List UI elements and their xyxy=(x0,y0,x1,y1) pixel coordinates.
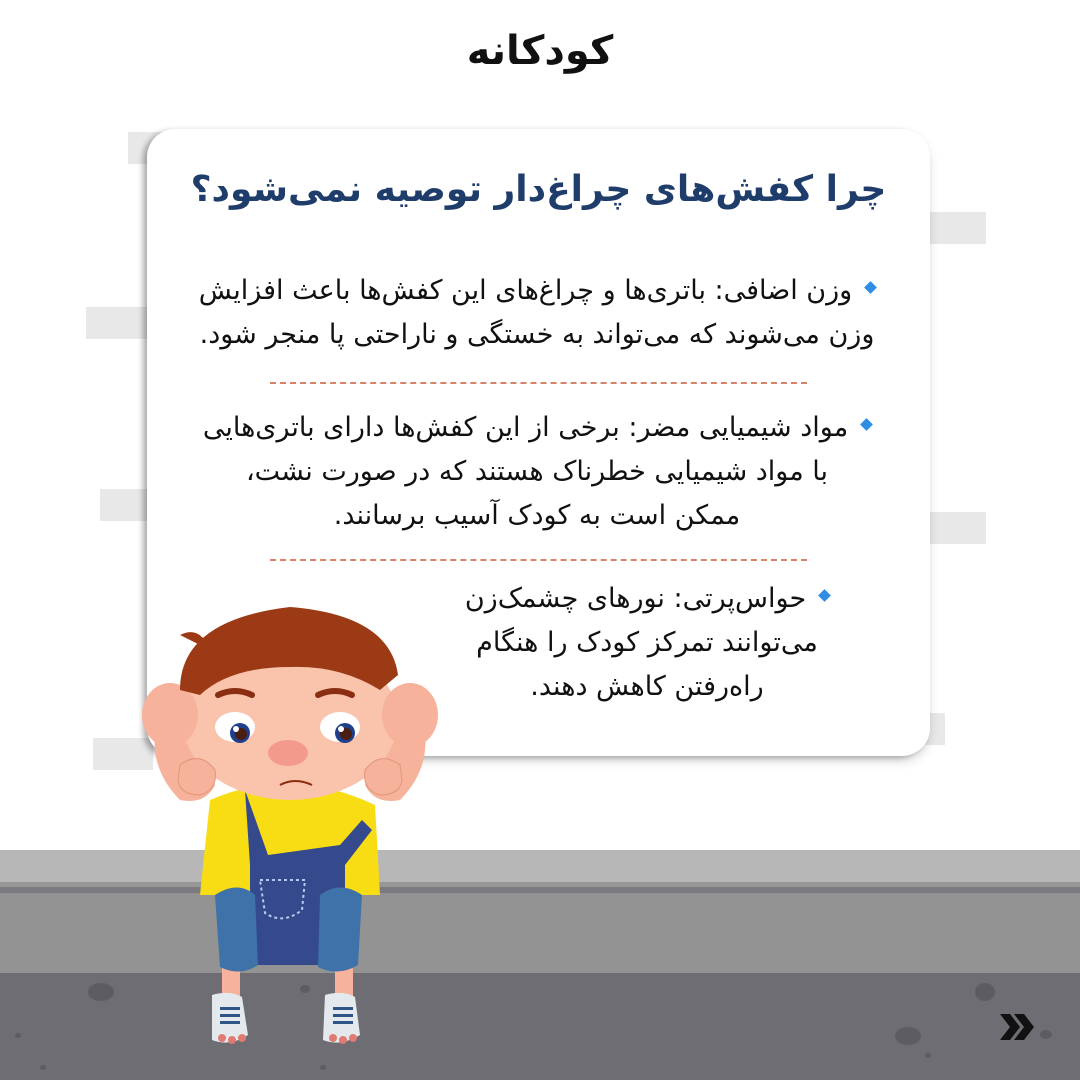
pebble xyxy=(1040,1030,1052,1039)
point-line: با مواد شیمیایی خطرناک هستند که در صورت نشت، xyxy=(245,456,829,487)
pebble xyxy=(15,1033,21,1038)
sad-boy-illustration xyxy=(140,595,440,1055)
wall-brick xyxy=(86,307,150,339)
card-title: چرا کفش‌های چراغ‌دار توصیه نمی‌شود؟ xyxy=(190,169,887,210)
point-line: ممکن است به کودک آسیب برسانند. xyxy=(333,500,741,531)
double-chevron-right-icon xyxy=(998,1010,1038,1044)
point-line: مواد شیمیایی مضر: برخی از این کفش‌ها دارای باتری‌هایی xyxy=(167,406,907,450)
wall-brick xyxy=(100,489,150,521)
diamond-bullet-icon xyxy=(818,589,831,602)
pebble xyxy=(88,983,114,1001)
point-distraction xyxy=(427,577,867,709)
wall-brick xyxy=(930,212,986,244)
dashed-divider xyxy=(270,559,807,561)
point-extra-weight xyxy=(167,269,907,357)
point-harmful-chemicals xyxy=(167,406,907,538)
pebble xyxy=(975,983,995,1001)
point-line: وزن اضافی: باتری‌ها و چراغ‌های این کفش‌ها باعث افزایش xyxy=(167,269,907,313)
point-line: حواس‌پرتی: نورهای چشمک‌زن xyxy=(427,577,867,621)
pebble xyxy=(40,1065,46,1070)
brand-logo: کودکانه xyxy=(466,28,614,74)
pebble xyxy=(895,1027,921,1045)
pebble xyxy=(320,1065,326,1070)
pebble xyxy=(925,1053,931,1058)
point-line: وزن می‌شوند که می‌تواند به خستگی و ناراحتی پا منجر شود. xyxy=(199,319,875,350)
wall-brick xyxy=(930,512,986,544)
point-line: می‌توانند تمرکز کودک را هنگام xyxy=(476,627,818,658)
point-line: راه‌رفتن کاهش دهند. xyxy=(530,671,764,702)
next-slide-button[interactable] xyxy=(998,1010,1038,1044)
diamond-bullet-icon xyxy=(860,418,873,431)
diamond-bullet-icon xyxy=(864,281,877,294)
dashed-divider xyxy=(270,382,807,384)
